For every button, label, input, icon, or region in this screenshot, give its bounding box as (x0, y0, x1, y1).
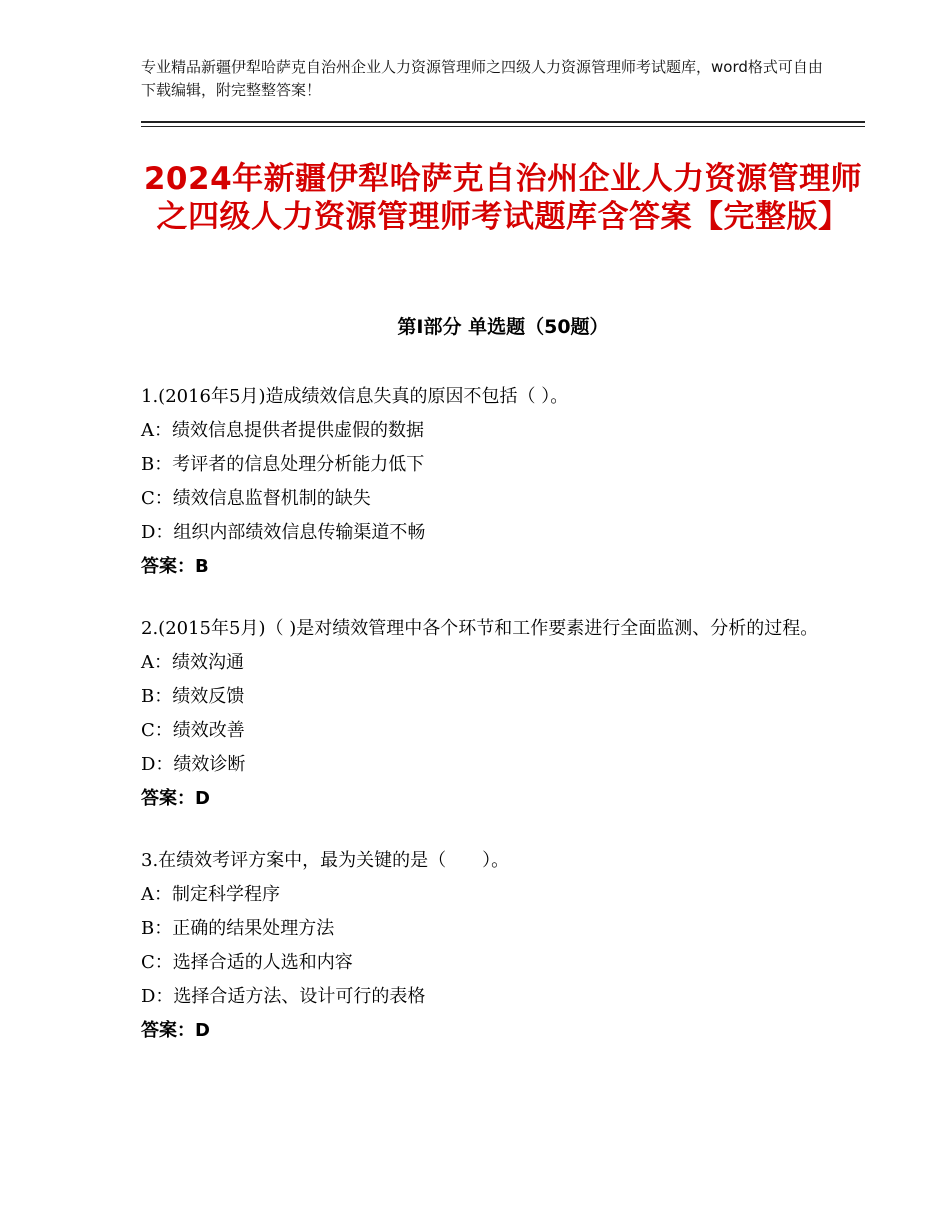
option-a: A：制定科学程序 (141, 884, 280, 905)
question-stem: 1.(2016年5月)造成绩效信息失真的原因不包括（ ）。 (141, 386, 569, 407)
question-stem: 2.(2015年5月)（ )是对绩效管理中各个环节和工作要素进行全面监测、分析的过程。 (141, 618, 819, 639)
question-2 (141, 612, 831, 816)
option-c: C：选择合适的人选和内容 (141, 952, 353, 973)
option-d: D：选择合适方法、设计可行的表格 (141, 986, 426, 1007)
question-list (141, 380, 831, 1076)
question-3 (141, 844, 831, 1048)
option-d: D：组织内部绩效信息传输渠道不畅 (141, 522, 426, 543)
answer-line: 答案：B (141, 556, 209, 577)
option-b: B：绩效反馈 (141, 686, 245, 707)
answer-line: 答案：D (141, 1020, 210, 1041)
option-c: C：绩效信息监督机制的缺失 (141, 488, 371, 509)
option-a: A：绩效信息提供者提供虚假的数据 (141, 420, 424, 441)
header-divider-thin (141, 126, 865, 127)
question-stem: 3.在绩效考评方案中，最为关键的是（ ）。 (141, 850, 510, 871)
question-1 (141, 380, 831, 584)
option-b: B：正确的结果处理方法 (141, 918, 335, 939)
option-b: B：考评者的信息处理分析能力低下 (141, 454, 425, 475)
option-c: C：绩效改善 (141, 720, 245, 741)
option-d: D：绩效诊断 (141, 754, 246, 775)
answer-line: 答案：D (141, 788, 210, 809)
header-note: 专业精品新疆伊犁哈萨克自治州企业人力资源管理师之四级人力资源管理师考试题库，word格式可自由下载编辑，附完整整答案！ (141, 58, 823, 99)
option-a: A：绩效沟通 (141, 652, 244, 673)
section-heading: 第Ⅰ部分 单选题（50题） (397, 316, 609, 338)
document-title: 2024年新疆伊犁哈萨克自治州企业人力资源管理师之四级人力资源管理师考试题库含答案【完整版】 (143, 161, 863, 235)
header-divider-thick (141, 121, 865, 123)
